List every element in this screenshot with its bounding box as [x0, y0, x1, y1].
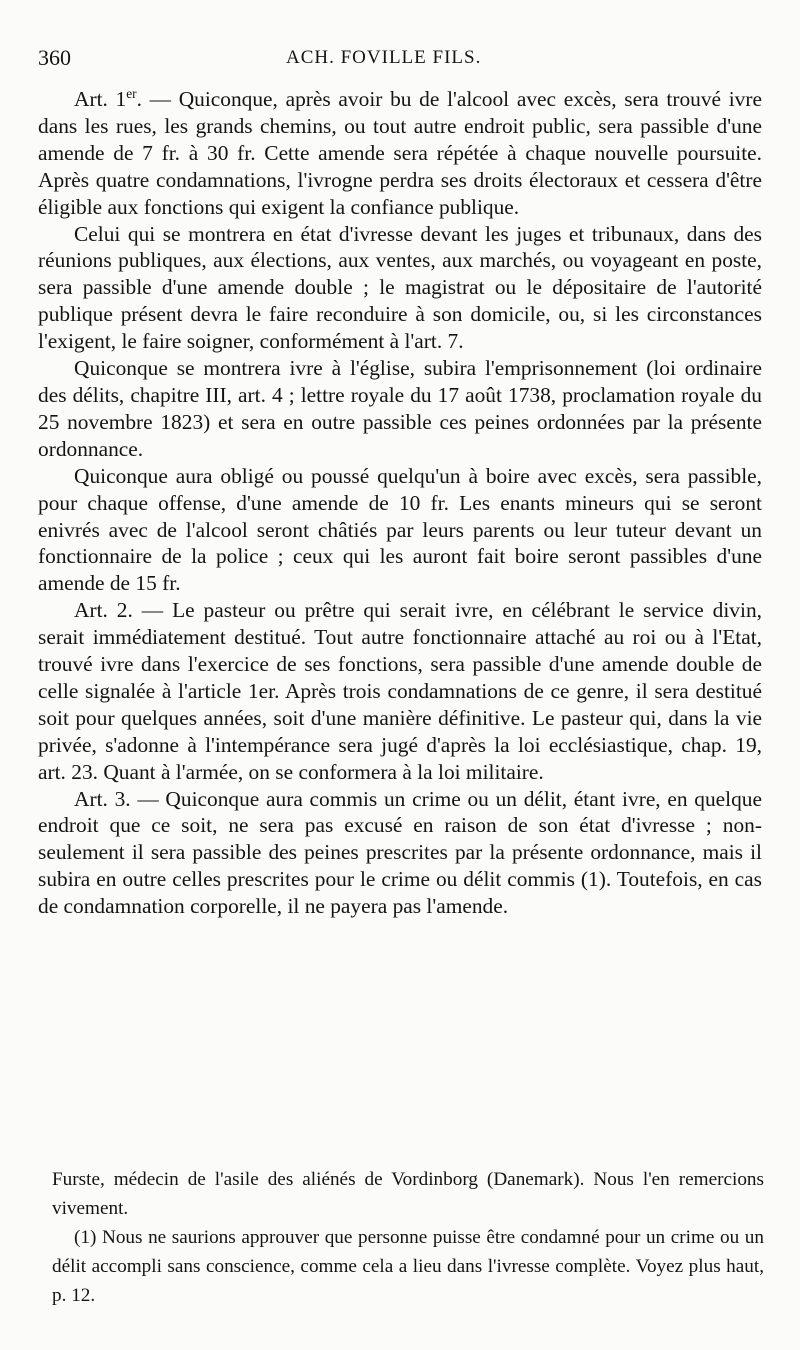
- footnote-continuation: Furste, médecin de l'asile des aliénés de Vordinborg (Danemark). Nous l'en remercions vivement.: [52, 1169, 764, 1219]
- page-number: 360: [38, 45, 71, 70]
- paragraph-4: Quiconque aura obligé ou poussé quelqu'un à boire avec excès, sera passible, pour chaque offense, d'une amende de 10 fr. Les enants mineurs qui se seront enivrés avec de l'alcool seront châtiés par leurs parents ou leur tuteur devant un fonctionnaire de la police ; ceux qui les auront fait boire seront passibles d'une amende de 15 fr.: [38, 463, 762, 596]
- running-title: ACH. FOVILLE FILS.: [286, 47, 482, 68]
- main-text: [38, 86, 762, 920]
- footnote-1: (1) Nous ne saurions approuver que personne puisse être condamné pour un crime ou un délit accompli sans conscience, comme cela a lieu dans l'ivresse complète. Voyez plus haut, p. 12.: [52, 1227, 764, 1306]
- paragraph-2: Celui qui se montrera en état d'ivresse devant les juges et tribunaux, dans des réunions publiques, aux élections, aux ventes, aux marchés, ou voyageant en poste, sera passible d'une amende double ; le magistrat ou le dépositaire de l'autorité publique présent devra le faire reconduire à son domicile, ou, si les circonstances l'exigent, le faire soigner, conformément à l'art. 7.: [38, 221, 762, 354]
- paragraph-3: Quiconque se montrera ivre à l'église, subira l'emprisonnement (loi ordinaire des délits, chapitre III, art. 4 ; lettre royale du 17 août 1738, proclamation royale du 25 novembre 1823) et sera en outre passible ces peines ordonnées par la présente ordonnance.: [38, 356, 762, 461]
- footnotes: [52, 1165, 764, 1310]
- article-1-lead: Art. 1: [74, 87, 127, 111]
- paragraph-article-3: Art. 3. — Quiconque aura commis un crime ou un délit, étant ivre, en quelque endroit que ce soit, ne sera pas excusé en raison de son état d'ivresse ; non-seulement il sera passible des peines prescrites par la présente ordonnance, mais il subira en outre celles prescrites pour le crime ou délit commis (1). Toutefois, en cas de condamnation corporelle, il ne payera pas l'amende.: [38, 786, 762, 919]
- paragraph-article-1: [38, 86, 762, 221]
- article-1-superscript: er: [126, 85, 137, 101]
- page-header: [38, 42, 750, 74]
- paragraph-article-2: Art. 2. — Le pasteur ou prêtre qui serait ivre, en célébrant le service divin, serait immédiatement destitué. Tout autre fonctionnaire attaché au roi ou à l'Etat, trouvé ivre dans l'exercice de ses fonctions, sera passible d'une amende double de celle signalée à l'article 1er. Après trois condamnations de ce genre, il sera destitué soit pour quelques années, soit d'une manière définitive. Le pasteur qui, dans la vie privée, s'adonne à l'intempérance sera jugé d'après la loi ecclésiastique, chap. 19, art. 23. Quant à l'armée, on se conformera à la loi militaire.: [38, 598, 762, 784]
- article-1-text: . — Quiconque, après avoir bu de l'alcool avec excès, sera trouvé ivre dans les rues, les grands chemins, ou tout autre endroit public, sera passible d'une amende de 7 fr. à 30 fr. Cette amende sera répétée à chaque nouvelle poursuite. Après quatre condamnations, l'ivrogne perdra ses droits électoraux et cessera d'être éligible aux fonctions qui exigent la confiance publique.: [38, 87, 762, 219]
